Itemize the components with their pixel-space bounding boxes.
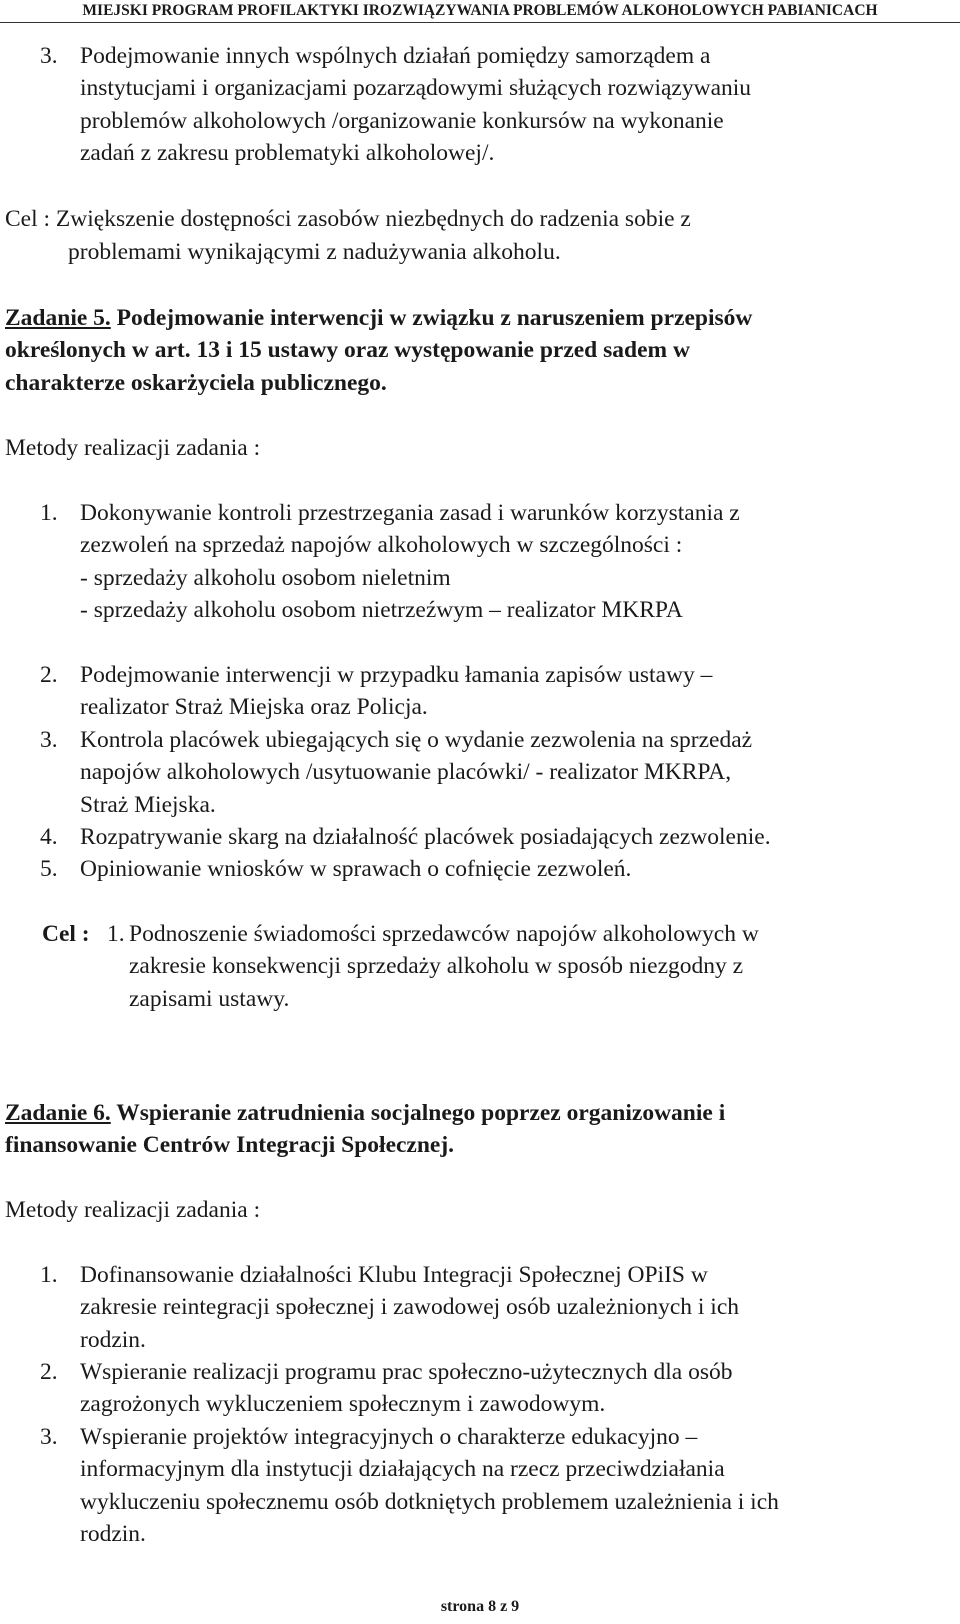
item-line: rodzin. bbox=[80, 1327, 146, 1353]
item-line: problemów alkoholowych /organizowanie konkursów na wykonanie bbox=[80, 108, 724, 134]
task-title: Wspieranie zatrudnienia socjalnego poprzez organizowanie i bbox=[116, 1100, 726, 1126]
goal-text: Podnoszenie świadomości sprzedawców napojów alkoholowych w bbox=[129, 921, 759, 947]
item-line: Dofinansowanie działalności Klubu Integracji Społecznej OPiIS w bbox=[80, 1262, 708, 1288]
item-number: 3. bbox=[40, 1424, 58, 1450]
task-5-heading bbox=[5, 302, 752, 335]
item-line: Opiniowanie wniosków w sprawach o cofnięcie zezwoleń. bbox=[80, 856, 632, 882]
item-line: zagrożonych wykluczeniem społecznym i zawodowym. bbox=[80, 1391, 606, 1417]
item-line: instytucjami i organizacjami pozarządowymi służących rozwiązywaniu bbox=[80, 75, 752, 101]
goal-text: zakresie konsekwencji sprzedaży alkoholu w sposób niezgodny z bbox=[129, 953, 744, 979]
methods-label: Metody realizacji zadania : bbox=[5, 1197, 261, 1223]
item-line: zadań z zakresu problematyki alkoholowej/. bbox=[80, 140, 495, 166]
item-line: rodzin. bbox=[80, 1521, 146, 1547]
item-line: Dokonywanie kontroli przestrzegania zasad i warunków korzystania z bbox=[80, 500, 740, 526]
document-header: MIEJSKI PROGRAM PROFILAKTYKI IROZWIĄZYWANIA PROBLEMÓW ALKOHOLOWYCH PABIANICACH bbox=[0, 0, 960, 23]
item-line: - sprzedaży alkoholu osobom nieletnim bbox=[80, 565, 451, 591]
item-line: Wspieranie projektów integracyjnych o charakterze edukacyjno – bbox=[80, 1424, 698, 1450]
item-number: 1. bbox=[40, 1262, 58, 1288]
item-line: napojów alkoholowych /usytuowanie placówki/ - realizator MKRPA, bbox=[80, 759, 732, 785]
item-line: zakresie reintegracji społecznej i zawodowej osób uzależnionych i ich bbox=[80, 1294, 740, 1320]
item-number: 3. bbox=[40, 43, 58, 69]
goal-label: Cel : bbox=[5, 206, 51, 232]
item-line: zezwoleń na sprzedaż napojów alkoholowych w szczególności : bbox=[80, 532, 683, 558]
item-line: Podejmowanie innych wspólnych działań pomiędzy samorządem a bbox=[80, 43, 711, 69]
item-number: 2. bbox=[40, 1359, 58, 1385]
item-line: Wspieranie realizacji programu prac społeczno-użytecznych dla osób bbox=[80, 1359, 733, 1385]
item-number: 2. bbox=[40, 662, 58, 688]
item-number: 3. bbox=[40, 727, 58, 753]
task-title: charakterze oskarżyciela publicznego. bbox=[5, 370, 387, 396]
task-title: określonych w art. 13 i 15 ustawy oraz występowanie przed sadem w bbox=[5, 337, 690, 363]
item-line: informacyjnym dla instytucji działających na rzecz przeciwdziałania bbox=[80, 1456, 725, 1482]
goal-number: 1. bbox=[107, 921, 125, 947]
item-line: Rozpatrywanie skarg na działalność placówek posiadających zezwolenie. bbox=[80, 824, 771, 850]
item-line: - sprzedaży alkoholu osobom nietrzeźwym – realizator MKRPA bbox=[80, 597, 683, 623]
item-line: Straż Miejska. bbox=[80, 792, 216, 818]
item-line: Kontrola placówek ubiegających się o wydanie zezwolenia na sprzedaż bbox=[80, 727, 753, 753]
item-number: 1. bbox=[40, 500, 58, 526]
goal-text: Zwiększenie dostępności zasobów niezbędnych do radzenia sobie z bbox=[55, 206, 691, 232]
page-number: strona 8 z 9 bbox=[440, 1598, 520, 1615]
goal-paragraph bbox=[5, 203, 691, 236]
item-line: realizator Straż Miejska oraz Policja. bbox=[80, 694, 428, 720]
goal-text: problemami wynikającymi z nadużywania alkoholu. bbox=[68, 239, 561, 265]
task-label: Zadanie 6. bbox=[5, 1100, 111, 1126]
goal-label: Cel : bbox=[42, 921, 90, 947]
methods-label: Metody realizacji zadania : bbox=[5, 435, 261, 461]
task-title: Podejmowanie interwencji w związku z naruszeniem przepisów bbox=[116, 305, 753, 331]
item-number: 4. bbox=[40, 824, 58, 850]
goal-text: zapisami ustawy. bbox=[129, 986, 290, 1012]
item-line: Podejmowanie interwencji w przypadku łamania zapisów ustawy – bbox=[80, 662, 713, 688]
task-label: Zadanie 5. bbox=[5, 305, 111, 331]
task-title: finansowanie Centrów Integracji Społecznej. bbox=[5, 1132, 455, 1158]
task-6-heading bbox=[5, 1097, 725, 1130]
item-line: wykluczeniu społecznemu osób dotkniętych problemem uzależnienia i ich bbox=[80, 1489, 779, 1515]
item-number: 5. bbox=[40, 856, 58, 882]
